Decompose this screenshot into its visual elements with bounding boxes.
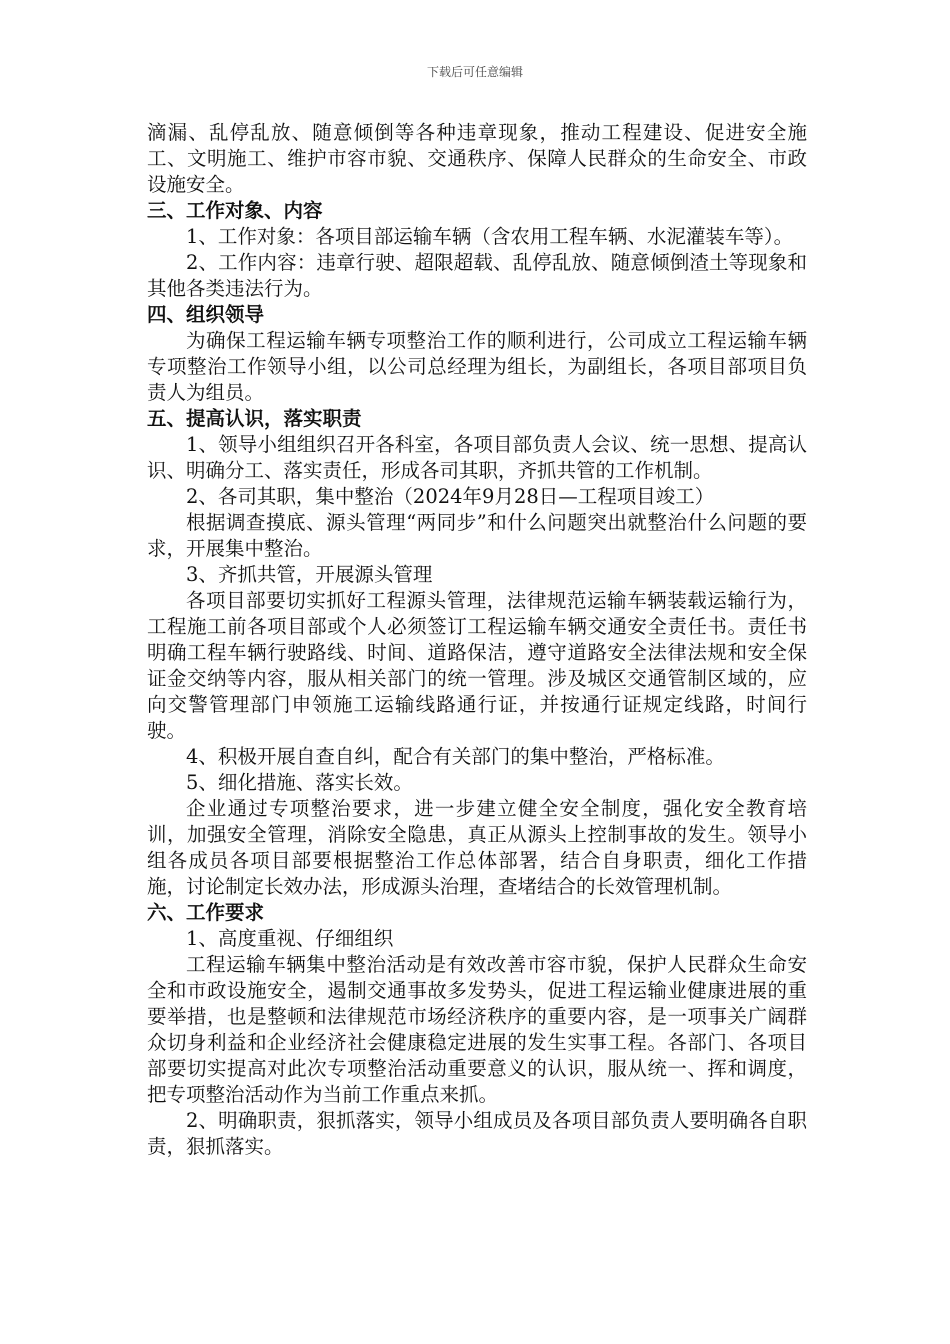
section-heading: 三、工作对象、内容 <box>147 199 323 222</box>
paragraph: 4、积极开展自查自纠，配合有关部门的集中整治，严格标准。 <box>186 745 725 768</box>
section-heading: 四、组织领导 <box>147 303 265 326</box>
page-header: 下载后可任意编辑 <box>426 65 523 79</box>
paragraph: 1、高度重视、仔细组织 <box>186 927 394 950</box>
paragraph: 2、各司其职，集中整治（2024年9月28日—工程项目竣工） <box>186 485 715 508</box>
paragraph: 1、领导小组组织召开各科室，各项目部负责人会议、统一思想、提高认识、明确分工、落实责任，形成各司其职，齐抓共管的工作机制。 <box>147 433 807 482</box>
paragraph: 5、细化措施、落实长效。 <box>186 771 413 794</box>
paragraph: 企业通过专项整治要求，进一步建立健全安全制度，强化安全教育培训，加强安全管理，消除安全隐患，真正从源头上控制事故的发生。领导小组各成员各项目部要根据整治工作总体部署，结合自身职责，细化工作措施，讨论制定长效办法，形成源头治理，查堵结合的长效管理机制。 <box>147 797 807 898</box>
paragraph: 根据调查摸底、源头管理“两同步”和什么问题突出就整治什么问题的要求，开展集中整治。 <box>147 511 807 560</box>
paragraph: 工程运输车辆集中整治活动是有效改善市容市貌，保护人民群众生命安全和市政设施安全，遏制交通事故多发势头，促进工程运输业健康进展的重要举措，也是整顿和法律规范市场经济秩序的重要内容，是一项事关广阔群众切身利益和企业经济社会健康稳定进展的发生实事工程。各部门、各项目部要切实提高对此次专项整治活动重要意义的认识，服从统一、挥和调度，把专项整治活动作为当前工作重点来抓。 <box>147 953 807 1106</box>
paragraph: 各项目部要切实抓好工程源头管理，法律规范运输车辆装载运输行为，工程施工前各项目部或个人必须签订工程运输车辆交通安全责任书。责任书明确工程车辆行驶路线、时间、道路保洁，遵守道路安全法律法规和安全保证金交纳等内容，服从相关部门的统一管理。涉及城区交通管制区域的，应向交警管理部门申领施工运输线路通行证，并按通行证规定线路，时间行驶。 <box>147 589 807 742</box>
paragraph: 为确保工程运输车辆专项整治工作的顺利进行，公司成立工程运输车辆专项整治工作领导小组，以公司总经理为组长，为副组长，各项目部项目负责人为组员。 <box>147 329 807 404</box>
section-heading: 六、工作要求 <box>147 901 265 924</box>
paragraph: 3、齐抓共管，开展源头管理 <box>186 563 433 586</box>
paragraph: 2、明确职责，狠抓落实，领导小组成员及各项目部负责人要明确各自职责，狠抓落实。 <box>147 1109 807 1158</box>
paragraph: 2、工作内容：违章行驶、超限超载、乱停乱放、随意倾倒渣土等现象和其他各类违法行为。 <box>147 251 807 300</box>
paragraph: 滴漏、乱停乱放、随意倾倒等各种违章现象，推动工程建设、促进安全施工、文明施工、维护市容市貌、交通秩序、保障人民群众的生命安全、市政设施安全。 <box>147 121 807 196</box>
paragraph: 1、工作对象：各项目部运输车辆（含农用工程车辆、水泥灌装车等）。 <box>186 225 794 248</box>
document-body <box>147 120 807 1160</box>
section-heading: 五、提高认识，落实职责 <box>147 407 362 430</box>
